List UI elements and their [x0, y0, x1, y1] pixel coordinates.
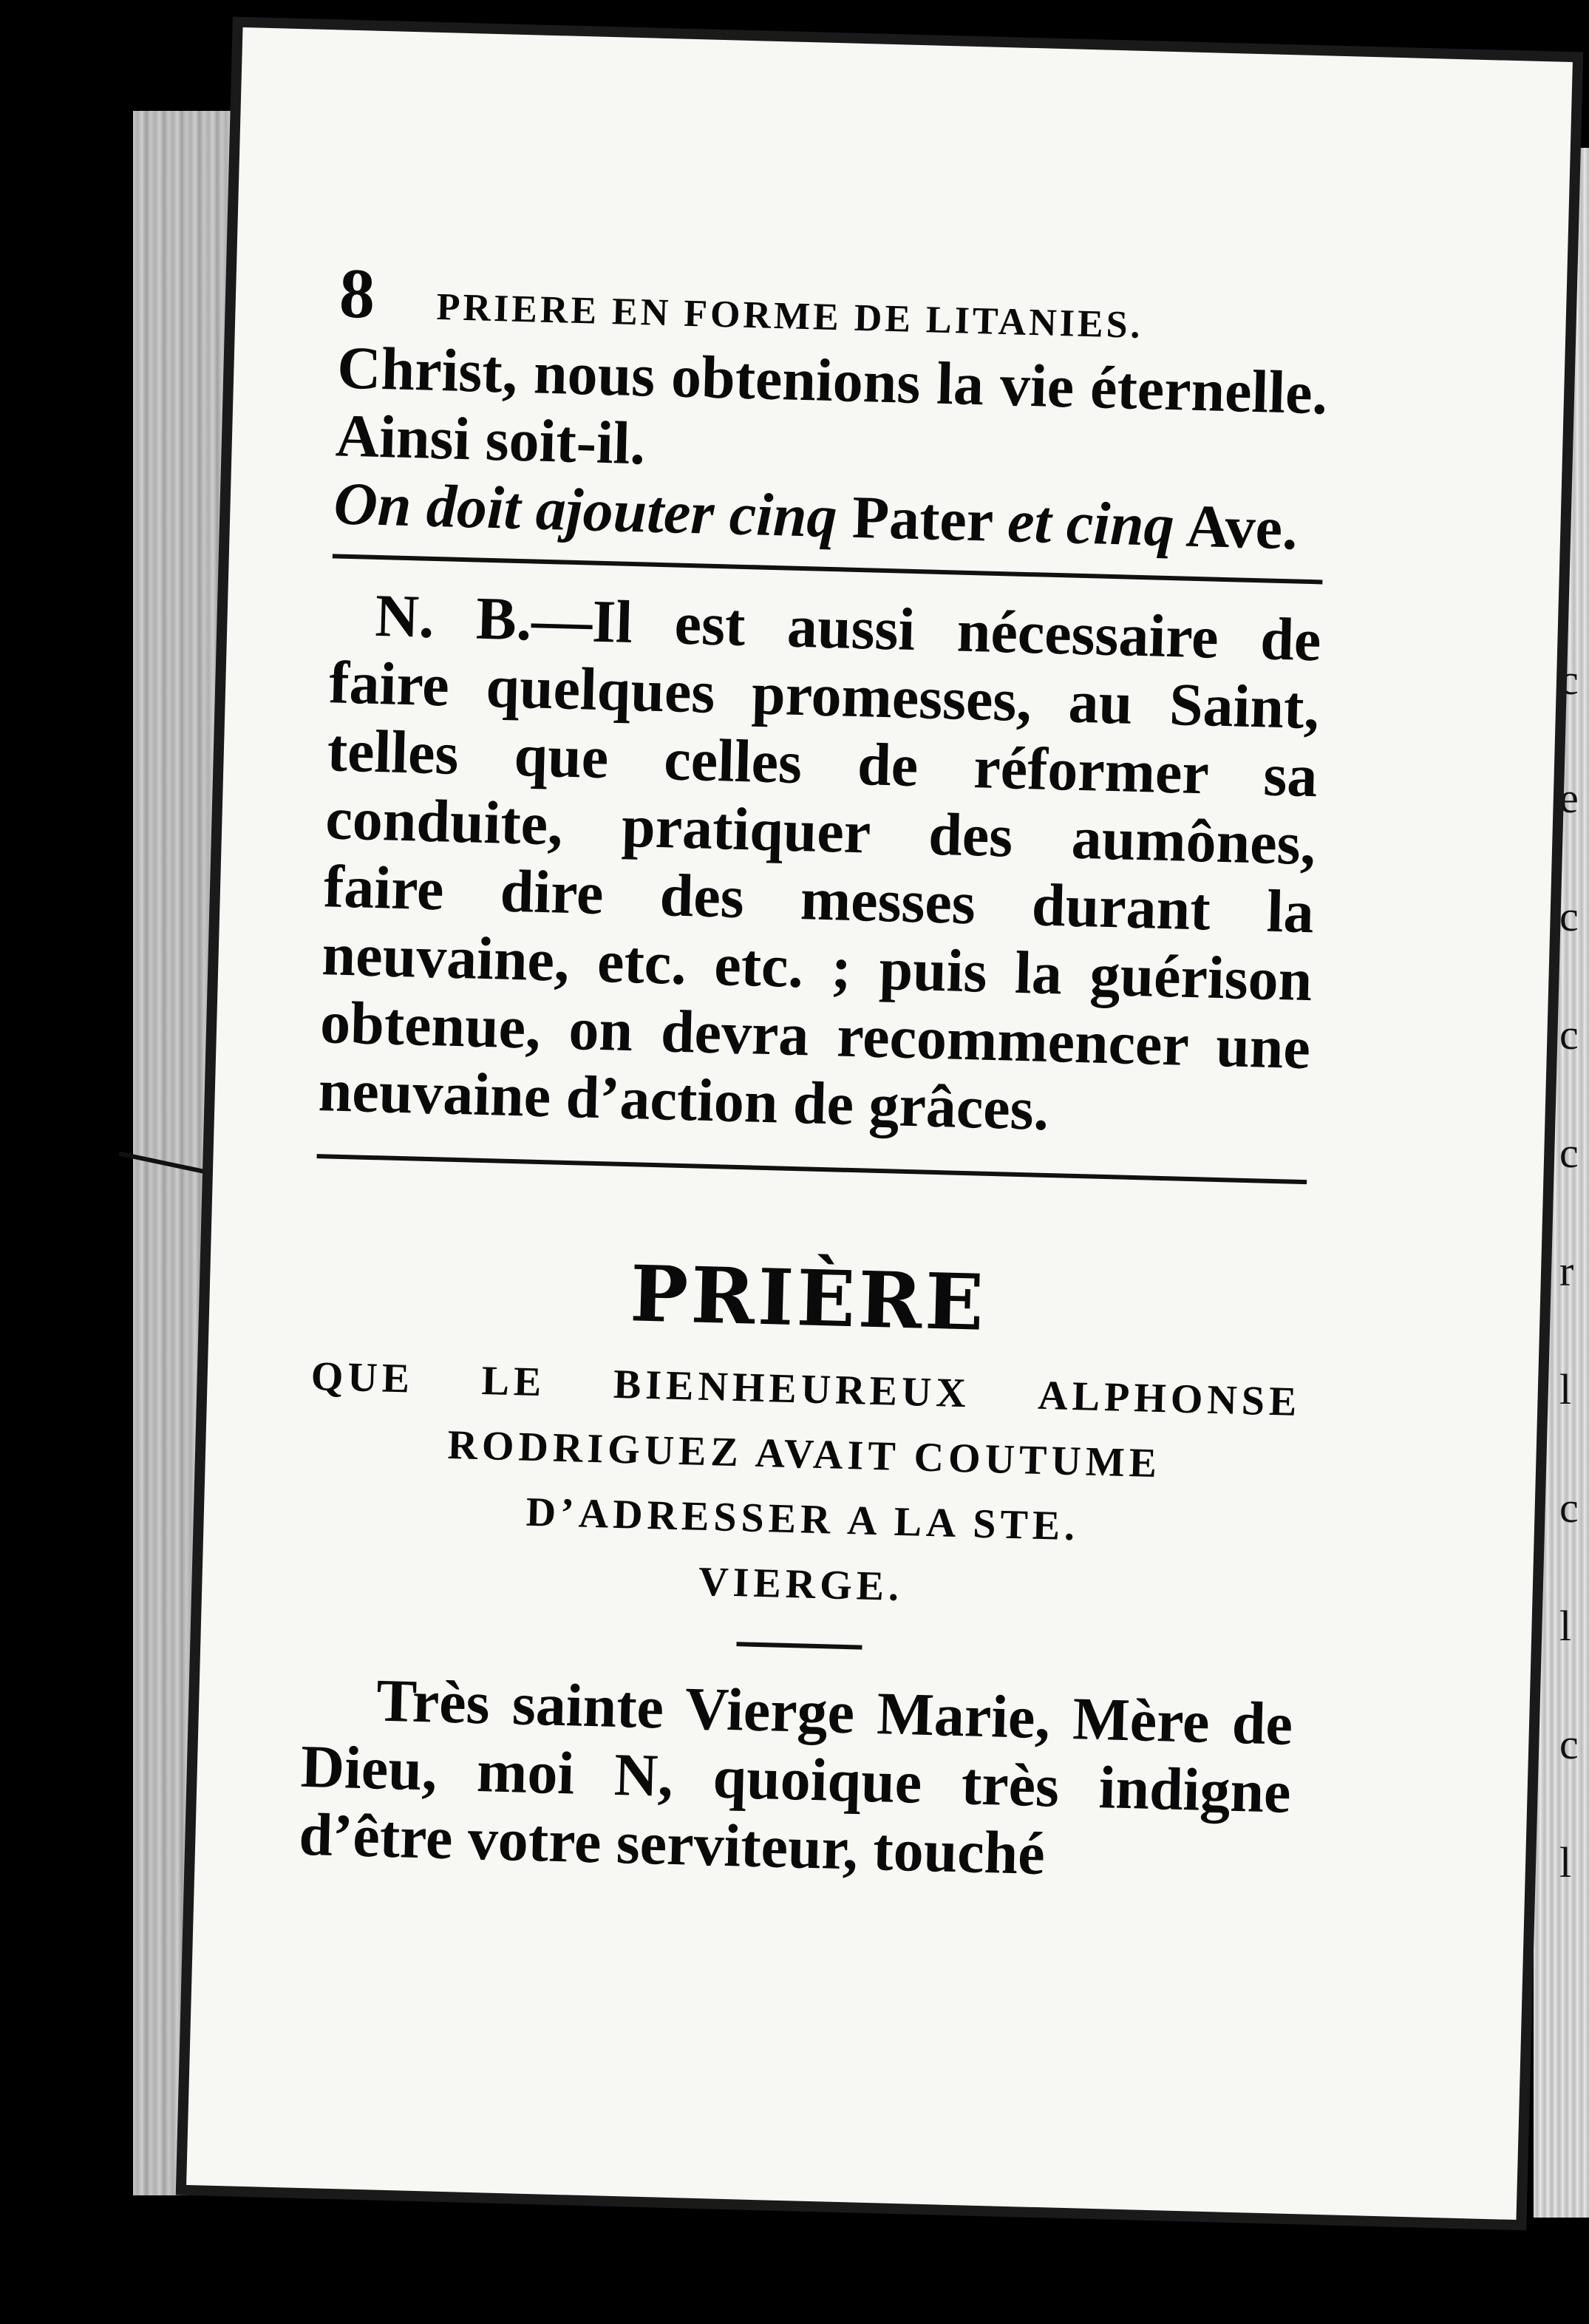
- book-page: [186, 27, 1573, 2220]
- short-divider: [736, 1642, 862, 1649]
- note-italic-2: et cinq: [1007, 487, 1175, 560]
- subtitle-word: QUE: [310, 1353, 415, 1402]
- subtitle-word: BIENHEUREUX: [613, 1361, 971, 1417]
- note-roman-2: Ave.: [1185, 492, 1299, 563]
- prayer-text: Très sainte Vierge Marie, Mère de Dieu, moi N, quoique très indigne d’être votre serviteur, touché: [298, 1666, 1294, 1888]
- margin-letter: l: [1559, 1365, 1572, 1413]
- adjacent-page-margin-letters: [1559, 621, 1589, 1922]
- prayer-title: PRIÈRE: [629, 1248, 988, 1348]
- margin-letter: c: [1559, 892, 1579, 940]
- prayer-subtitle-line-2: RODRIGUEZ AVAIT COUTUME: [446, 1421, 1162, 1487]
- margin-letter: c: [1559, 1010, 1579, 1059]
- margin-letter: c: [1559, 656, 1579, 704]
- running-head: PRIERE EN FORME DE LITANIES.: [435, 285, 1144, 347]
- note-italic-1: On doit ajouter cinq: [333, 469, 838, 551]
- margin-letter: c: [1559, 1720, 1579, 1768]
- page-content: [298, 252, 1330, 1895]
- margin-letter: l: [1559, 1838, 1572, 1886]
- margin-letter: c: [1559, 1129, 1579, 1177]
- margin-letter: r: [1559, 1247, 1574, 1295]
- margin-letter: c: [1559, 1484, 1579, 1532]
- divider-rule: [317, 1154, 1307, 1184]
- margin-letter: e: [1559, 774, 1579, 822]
- nb-paragraph: N. B.—Il est aussi nécessaire de faire quelques promesses, au Saint, telles que celles de réformer sa conduite, pratiquer des aumônes, faire dire des messes durant la neuvaine, etc. etc. ; puis la guérison obtenue, on devra recommencer une neuvaine d’action de grâces.: [317, 581, 1322, 1143]
- prayer-subtitle-line-3: D’ADRESSER A LA STE.: [525, 1489, 1080, 1550]
- subtitle-word: ALPHONSE: [1037, 1372, 1302, 1426]
- page-number: 8: [338, 253, 379, 333]
- subtitle-word: LE: [480, 1358, 547, 1406]
- prayer-subtitle-line-4: VIERGE.: [698, 1558, 904, 1611]
- note-roman-1: Pater: [851, 483, 993, 554]
- closing-paragraph: Christ, nous obtenions la vie éternelle. Ainsi soit-il.: [334, 333, 1329, 478]
- margin-letter: l: [1559, 1602, 1572, 1650]
- prayer-title-block: [304, 1240, 1305, 1661]
